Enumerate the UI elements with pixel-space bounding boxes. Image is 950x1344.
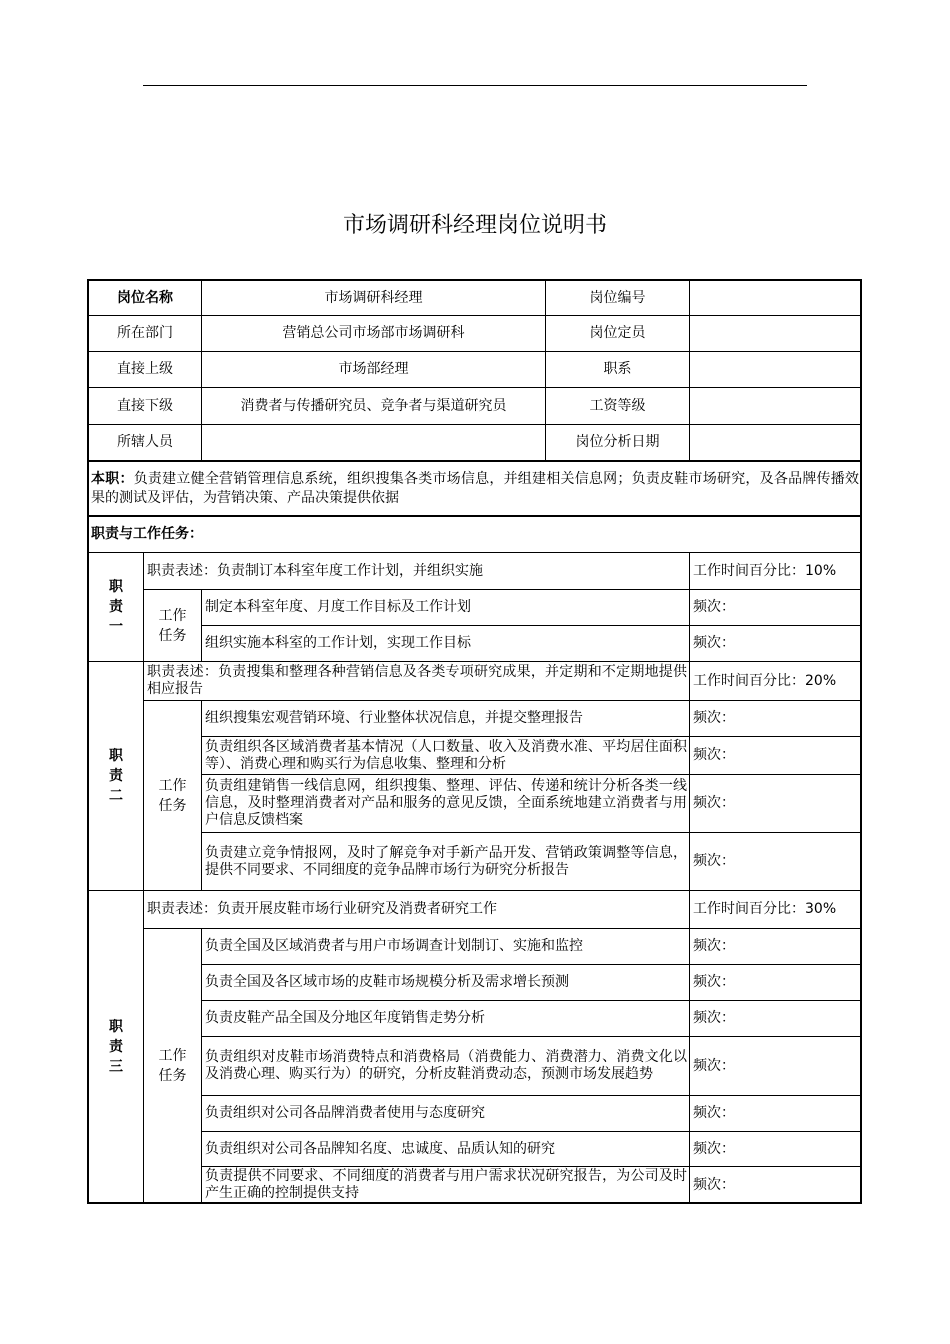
duty-2-task-4: 负责建立竞争情报网，及时了解竞争对手新产品开发、营销政策调整等信息，提供不同要求、不同细度的竞争品牌市场行为研究分析报告 <box>205 844 687 878</box>
label-supervisor: 直接上级 <box>117 361 173 377</box>
value-salary-grade <box>690 388 860 424</box>
duty-3-statement: 职责表述：负责开展皮鞋市场行业研究及消费者研究工作 <box>147 901 497 917</box>
duty-2-statement: 职责表述：负责搜集和整理各种营销信息及各类专项研究成果，并定期和不定期地提供相应报告 <box>147 664 687 697</box>
duty-3-task-2-freq: 频次： <box>693 974 735 990</box>
label-position-code: 岗位编号 <box>589 289 646 306</box>
duty-1-task-1-freq: 频次： <box>693 599 735 615</box>
duty-3-task-6: 负责组织对公司各品牌知名度、忠诚度、品质认知的研究 <box>205 1140 555 1157</box>
label-headcount: 岗位定员 <box>589 325 646 341</box>
duty-3-task-1-freq: 频次： <box>693 938 735 954</box>
value-staff <box>202 425 545 460</box>
duty-3-task-5-freq: 频次： <box>693 1105 735 1121</box>
header-rule <box>143 85 807 86</box>
summary-text: 负责建立健全营销管理信息系统，组织搜集各类市场信息，并组建相关信息网；负责皮鞋市场研究，及各品牌传播效果的测试及评估，为营销决策、产品决策提供依据 <box>91 471 860 506</box>
value-position-code <box>690 281 860 315</box>
duty-3-task-1: 负责全国及区域消费者与用户市场调查计划制订、实施和监控 <box>205 938 583 954</box>
duty-3-task-3: 负责皮鞋产品全国及分地区年度销售走势分析 <box>205 1010 485 1026</box>
summary-label: 本职： <box>91 471 134 487</box>
duty-3-task-3-freq: 频次： <box>693 1010 735 1026</box>
duty-2-task-3-freq: 频次： <box>693 795 735 811</box>
document-title: 市场调研科经理岗位说明书 <box>342 213 607 238</box>
duty-2-task-1: 组织搜集宏观营销环境、行业整体状况信息，并提交整理报告 <box>205 710 583 726</box>
duty-3-name: 职 责 三 <box>109 1019 123 1075</box>
label-position-name: 岗位名称 <box>117 289 173 306</box>
duty-3-task-label: 工作 任务 <box>158 1048 187 1084</box>
duty-1-percent: 工作时间百分比：10% <box>693 562 837 579</box>
duty-2-percent: 工作时间百分比：20% <box>693 672 837 689</box>
value-department: 营销总公司市场部市场调研科 <box>282 325 465 341</box>
label-staff: 所辖人员 <box>117 434 173 450</box>
duty-2-task-1-freq: 频次： <box>693 710 735 726</box>
duty-1-statement: 职责表述：负责制订本科室年度工作计划，并组织实施 <box>147 562 483 579</box>
duty-2-task-2: 负责组织各区域消费者基本情况（人口数量、收入及消费水准、平均居住面积等）、消费心理和购买行为信息收集、整理和分析 <box>205 738 687 772</box>
duty-2-task-3: 负责组建销售一线信息网，组织搜集、整理、评估、传递和统计分析各类一线信息，及时整理消费者对产品和服务的意见反馈，全面系统地建立消费者与用户信息反馈档案 <box>205 778 687 828</box>
label-department: 所在部门 <box>117 325 173 341</box>
label-job-family: 职系 <box>603 361 632 377</box>
duty-1-name: 职 责 一 <box>109 579 123 635</box>
value-headcount <box>690 316 860 351</box>
duty-3-task-6-freq: 频次： <box>693 1140 735 1157</box>
duty-2-task-2-freq: 频次： <box>693 747 735 763</box>
duty-2-task-4-freq: 频次： <box>693 853 735 869</box>
value-position-name: 市场调研科经理 <box>324 289 423 306</box>
duty-3-task-7-freq: 频次： <box>693 1176 735 1193</box>
value-supervisor: 市场部经理 <box>338 361 409 377</box>
label-subordinates: 直接下级 <box>117 397 173 414</box>
duty-3-percent: 工作时间百分比：30% <box>693 901 837 917</box>
duties-heading: 职责与工作任务： <box>91 526 203 542</box>
duty-1-task-1: 制定本科室年度、月度工作目标及工作计划 <box>205 599 471 615</box>
duty-3-task-4-freq: 频次： <box>693 1057 735 1074</box>
duty-1-task-2: 组织实施本科室的工作计划，实现工作目标 <box>205 635 471 651</box>
duty-1-task-2-freq: 频次： <box>693 635 735 651</box>
label-analysis-date: 岗位分析日期 <box>575 434 660 450</box>
job-summary <box>91 464 859 514</box>
duty-2-name: 职 责 二 <box>109 748 123 804</box>
value-job-family <box>690 352 860 387</box>
duty-3-task-5: 负责组织对公司各品牌消费者使用与态度研究 <box>205 1105 485 1121</box>
duty-3-task-7: 负责提供不同要求、不同细度的消费者与用户需求状况研究报告，为公司及时产生正确的控制提供支持 <box>205 1168 687 1201</box>
duty-3-task-2: 负责全国及各区域市场的皮鞋市场规模分析及需求增长预测 <box>205 974 569 990</box>
label-salary-grade: 工资等级 <box>589 397 646 414</box>
duty-3-task-4: 负责组织对皮鞋市场消费特点和消费格局（消费能力、消费潜力、消费文化以及消费心理、购买行为）的研究，分析皮鞋消费动态，预测市场发展趋势 <box>205 1049 687 1082</box>
duty-1-task-label: 工作 任务 <box>158 607 187 644</box>
duty-2-task-label: 工作 任务 <box>158 777 187 814</box>
value-analysis-date <box>690 425 860 460</box>
value-subordinates: 消费者与传播研究员、竞争者与渠道研究员 <box>240 397 507 414</box>
